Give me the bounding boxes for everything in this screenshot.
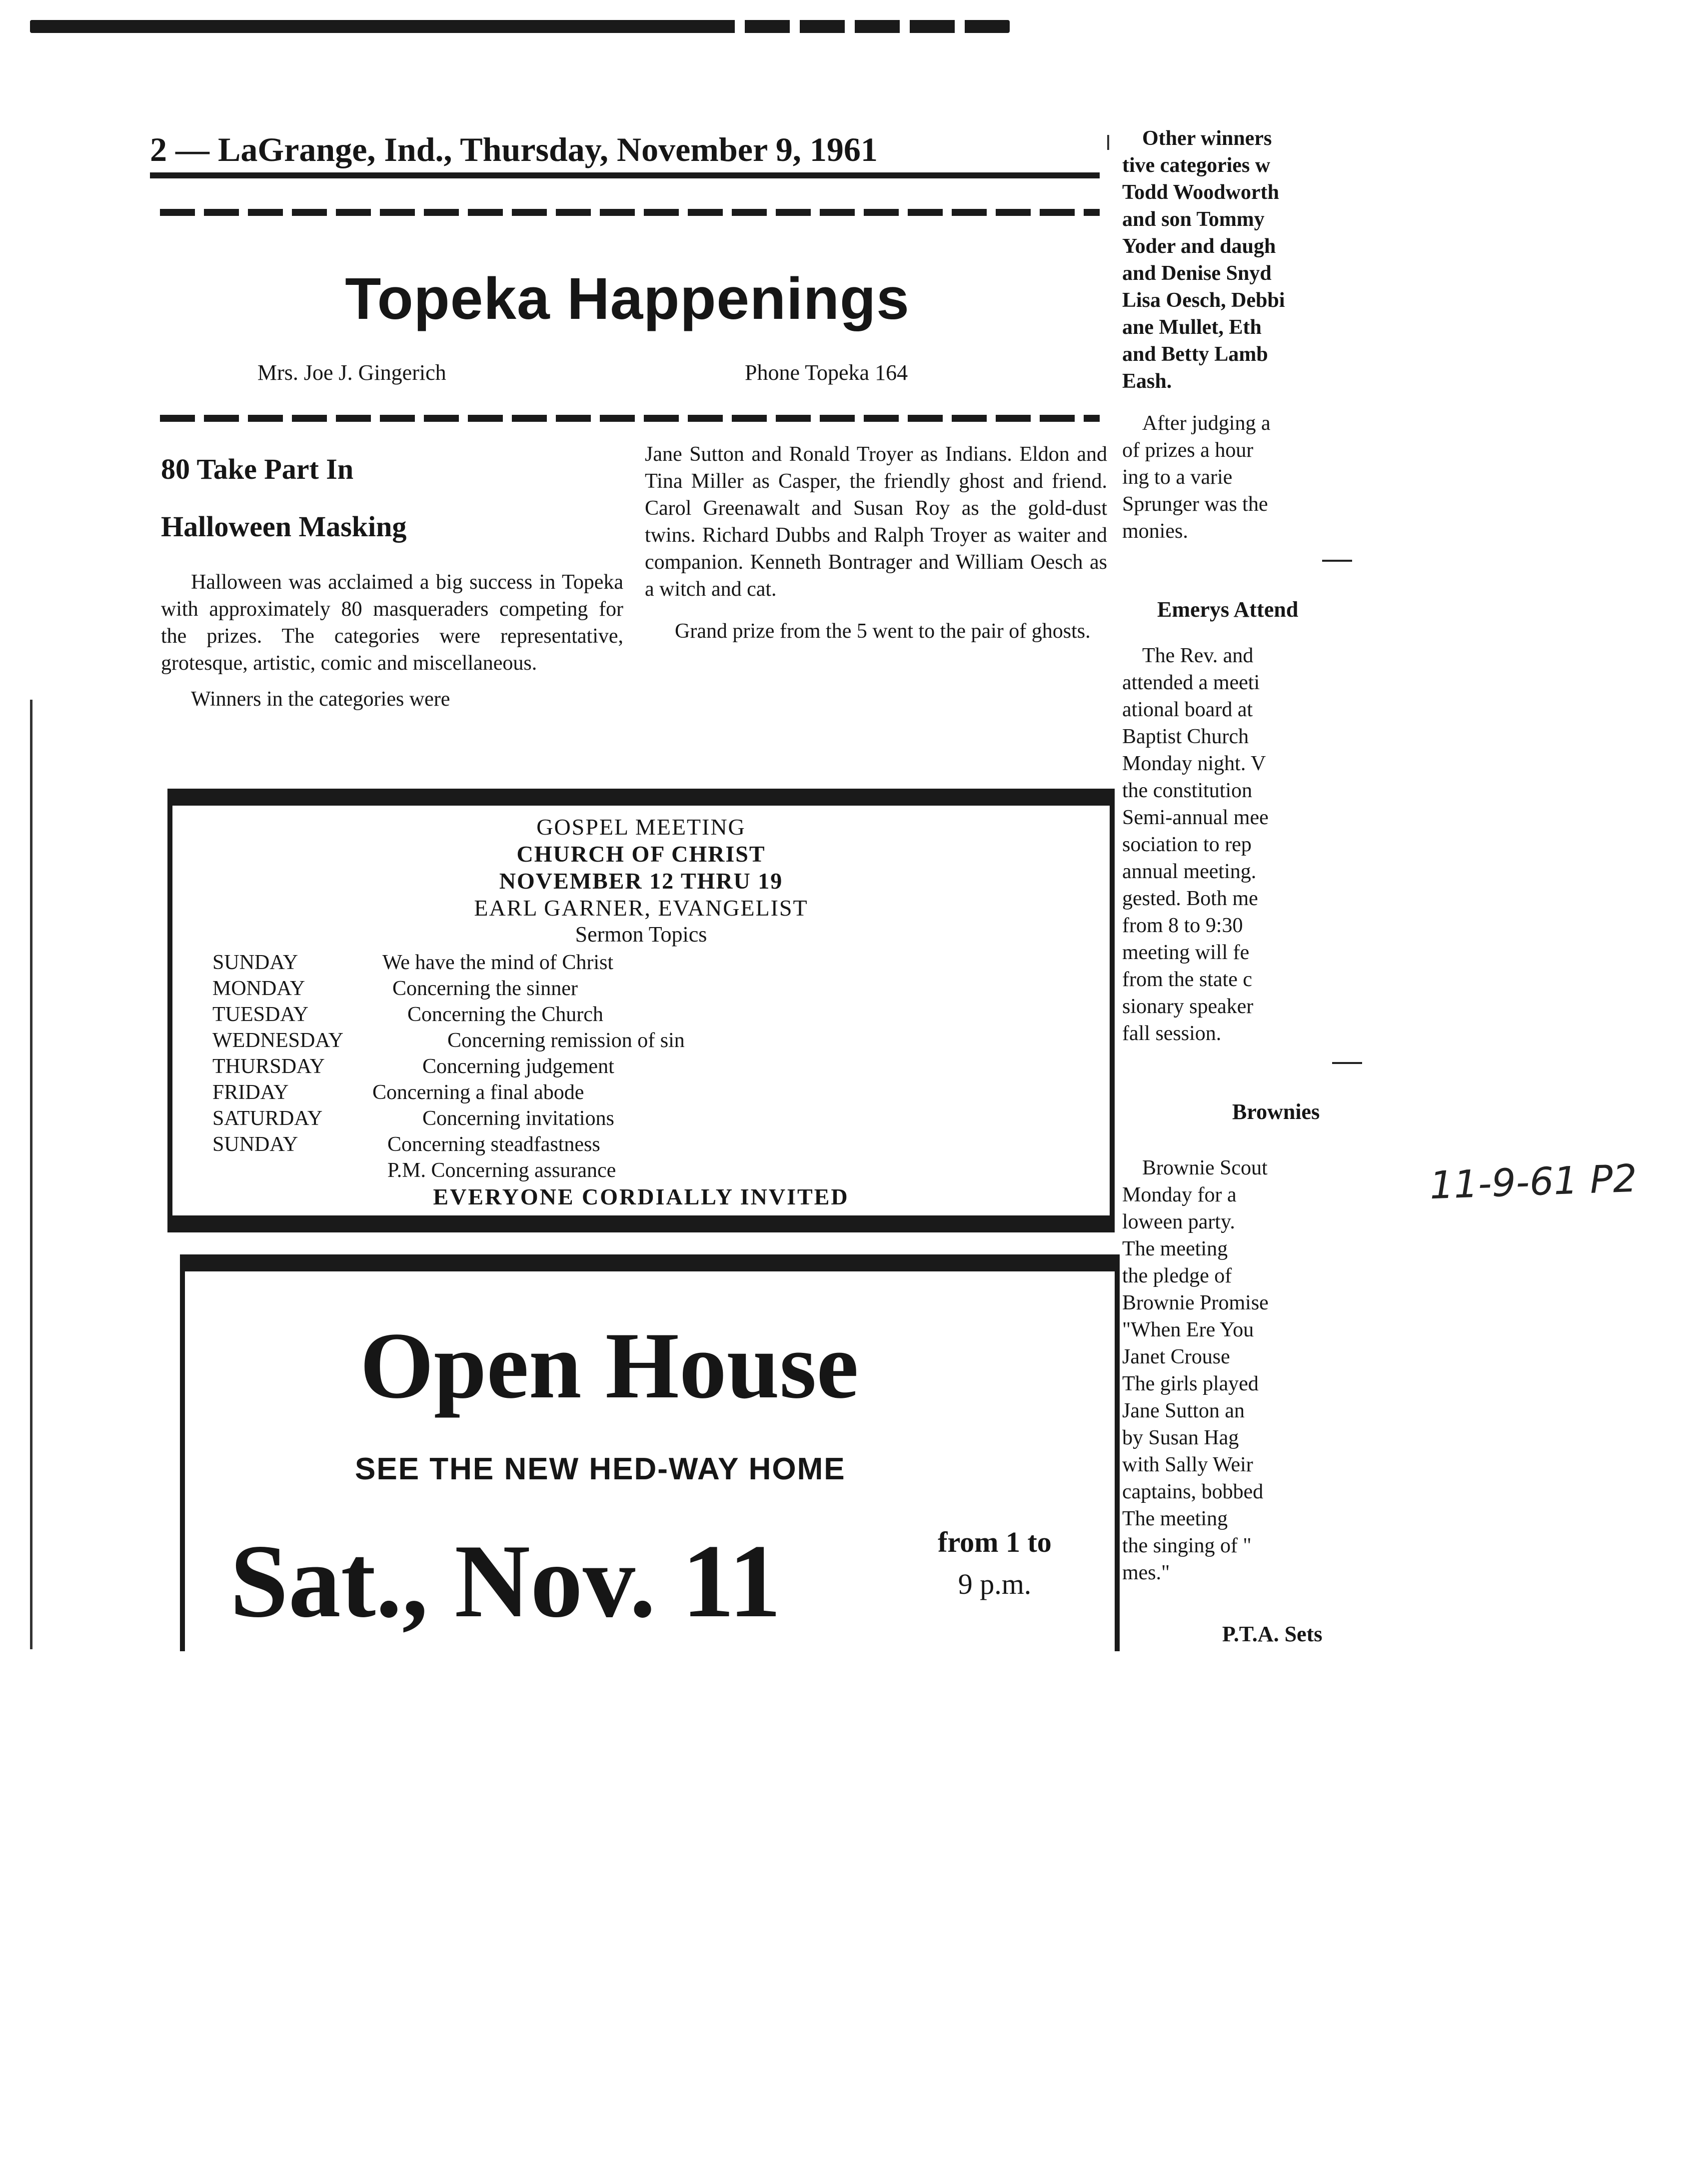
sermon-day: SUNDAY (212, 951, 298, 974)
clipping-left-edge-line (30, 700, 32, 1649)
side-pta-heading: P.T.A. Sets (1222, 1622, 1323, 1646)
open-house-date: Sat., Nov. 11 (230, 1523, 781, 1639)
section-title: Topeka Happenings (345, 266, 910, 332)
open-house-hours (905, 1521, 1085, 1605)
side-brownies-heading: Brownies (1232, 1099, 1320, 1124)
sermon-pm-line: P.M. Concerning assurance (387, 1159, 616, 1182)
masthead-rule (150, 172, 1100, 178)
side-judging-text: After judging a of prizes a hour ing to a varie Sprunger was the monies. (1122, 412, 1271, 543)
side-emerys-text: The Rev. and attended a meeti ational board at Baptist Church Monday night. V the constitution Semi-annual mee sociation to rep annual meeting. gested. Both me from 8 to 9:30 meeting will fe from the state c sionary speaker fall session. (1122, 644, 1269, 1045)
sermon-topic: Concerning the Church (407, 1003, 603, 1026)
article-column-1 (161, 569, 623, 713)
sermon-day: SUNDAY (212, 1133, 298, 1156)
side-divider (1332, 1062, 1362, 1064)
open-house-title: Open House (360, 1313, 859, 1418)
gospel-ad-top-rule (167, 789, 1115, 806)
article-col2-paragraph-1: Jane Sutton and Ronald Troyer as Indians. Eldon and Tina Miller as Casper, the friendly ghost and friend. Carol Greenawalt and Susan Roy as the gold-dust twins. Richard Dubbs and Ralph Troyer as waiter and companion. Kenneth Bontrager and William Oesch as a witch and cat. (645, 443, 1107, 601)
open-house-hours-line1: from 1 to (938, 1526, 1052, 1558)
side-divider (1322, 560, 1352, 562)
section-bottom-dash-rule (160, 415, 1100, 422)
side-brownies-text: Brownie Scout Monday for a loween party. The meeting the pledge of Brownie Promise "When Ere You Janet Crouse The girls played Jane Sutton an by Susan Hag with Sally Weir captains, bobbed The meeting the singing of " mes." (1122, 1156, 1269, 1584)
sermon-topic: Concerning remission of sin (447, 1029, 685, 1052)
gospel-ad-bottom-rule (167, 1215, 1115, 1232)
sermon-topic: Concerning steadfastness (387, 1133, 600, 1156)
sermon-topic: Concerning invitations (422, 1107, 614, 1130)
article-col1-paragraph-2: Winners in the categories were (191, 688, 450, 711)
sermon-topic: Concerning the sinner (392, 977, 578, 1000)
gospel-ad-dates: NOVEMBER 12 THRU 19 (499, 868, 783, 894)
article-headline-line1: 80 Take Part In (161, 453, 354, 485)
open-house-subtitle: SEE THE NEW HED-WAY HOME (355, 1452, 846, 1486)
article-col1-paragraph-1: Halloween was acclaimed a big success in Topeka with approximately 80 masqueraders competing for the prizes. The categories were representative, grotesque, artistic, comic and miscellaneous. (161, 571, 623, 675)
byline-phone: Phone Topeka 164 (745, 360, 908, 385)
side-winners-text: Other winners tive categories w Todd Woodworth and son Tommy Yoder and daugh and Denise Snyd Lisa Oesch, Debbi ane Mullet, Eth and Betty Lamb Eash. (1122, 127, 1285, 393)
sermon-day: TUESDAY (212, 1003, 309, 1026)
sermon-day: SATURDAY (212, 1107, 323, 1130)
sermon-topic: We have the mind of Christ (382, 951, 614, 974)
article-headline-line2: Halloween Masking (161, 510, 407, 543)
gospel-ad-closing: EVERYONE CORDIALLY INVITED (433, 1184, 849, 1209)
sermon-topic: Concerning judgement (422, 1055, 614, 1078)
clipping-top-edge-solid (30, 20, 705, 33)
byline-author: Mrs. Joe J. Gingerich (257, 360, 446, 385)
sermon-day: FRIDAY (212, 1081, 289, 1104)
page-masthead: 2 — LaGrange, Ind., Thursday, November 9, 1961 (150, 130, 878, 168)
sermon-topic: Concerning a final abode (372, 1081, 584, 1104)
sermon-day: WEDNESDAY (212, 1029, 344, 1052)
article-col2-paragraph-2: Grand prize from the 5 went to the pair of ghosts. (675, 620, 1091, 643)
gospel-ad-heading: GOSPEL MEETING (536, 814, 746, 840)
side-emerys-heading: Emerys Attend (1157, 597, 1299, 622)
sermon-day: THURSDAY (212, 1055, 325, 1078)
sermon-day: MONDAY (212, 977, 305, 1000)
side-column (1122, 125, 1372, 1647)
article-column-2 (645, 441, 1107, 645)
handwritten-date-note: 11-9-61 P2 (1429, 1155, 1638, 1208)
open-house-hours-line2: 9 p.m. (958, 1568, 1032, 1600)
open-house-ad (180, 1271, 1120, 1651)
gospel-meeting-ad (167, 806, 1115, 1215)
section-top-dash-rule (160, 209, 1100, 216)
column-divider-tick (1107, 135, 1109, 150)
gospel-ad-evangelist: EARL GARNER, EVANGELIST (474, 895, 808, 921)
open-house-ad-top-rule (180, 1254, 1120, 1271)
gospel-ad-sermon-topics-label: Sermon Topics (575, 922, 707, 947)
gospel-ad-church: CHURCH OF CHRIST (516, 841, 766, 867)
